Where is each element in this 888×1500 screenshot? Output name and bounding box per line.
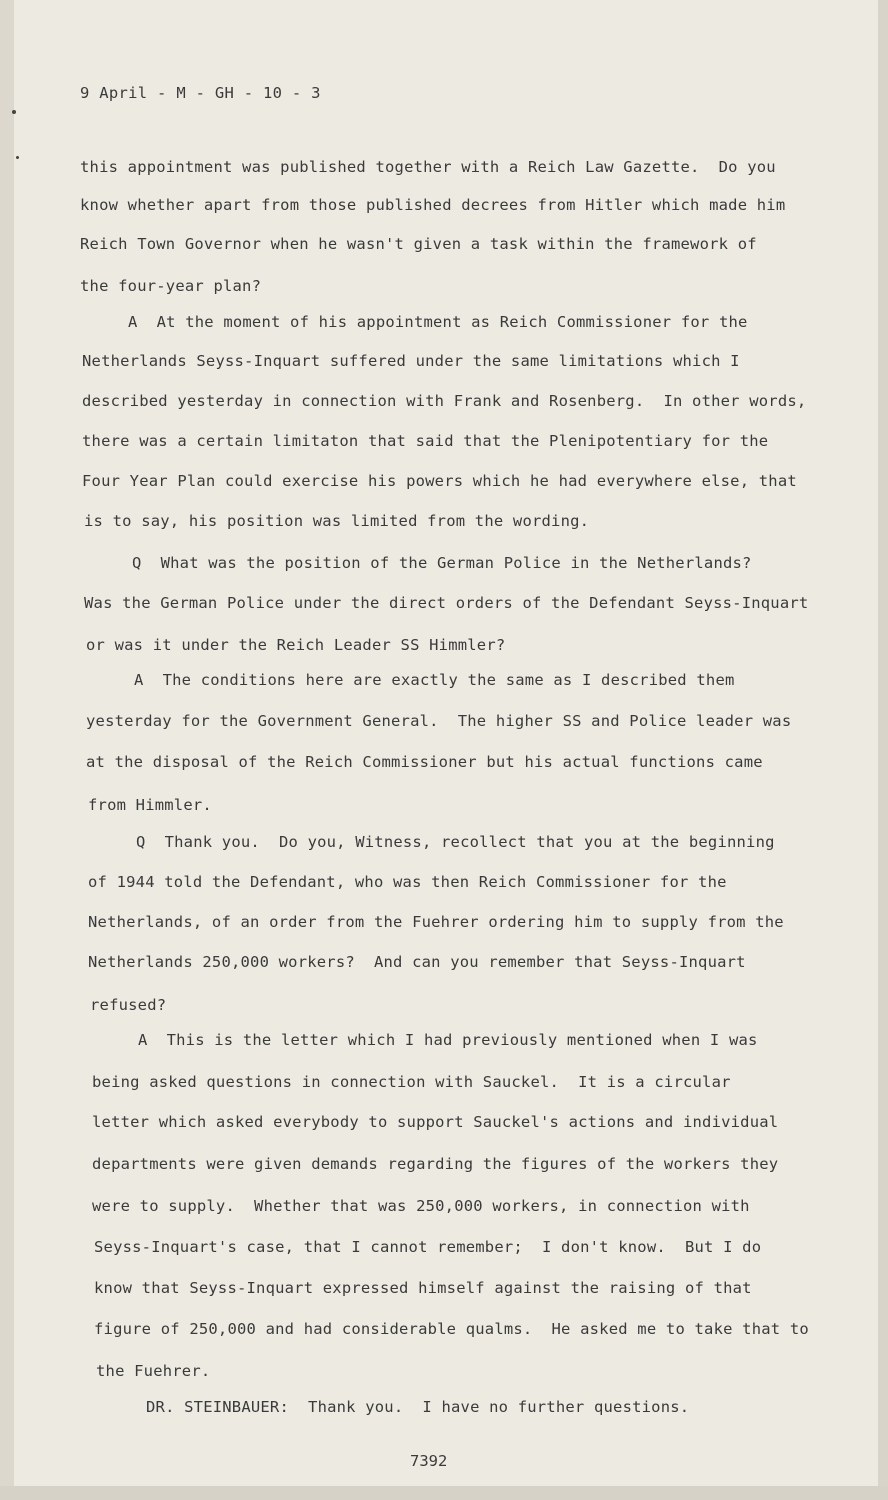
text-line: Seyss-Inquart's case, that I cannot remember; I don't know. But I do [94, 1238, 762, 1256]
page-edge-left [0, 0, 14, 1500]
text-line: know that Seyss-Inquart expressed himself against the raising of that [94, 1279, 752, 1297]
text-line: were to supply. Whether that was 250,000 workers, in connection with [92, 1197, 750, 1215]
page-edge-right [878, 0, 888, 1500]
text-line: of 1944 told the Defendant, who was then Reich Commissioner for the [88, 873, 727, 891]
text-line: figure of 250,000 and had considerable qualms. He asked me to take that to [94, 1320, 809, 1338]
text-line: Netherlands Seyss-Inquart suffered under the same limitations which I [82, 352, 740, 370]
text-line: Four Year Plan could exercise his powers which he had everywhere else, that [82, 472, 797, 490]
text-line: there was a certain limitaton that said that the Plenipotentiary for the [82, 432, 769, 450]
text-line: described yesterday in connection with Frank and Rosenberg. In other words, [82, 392, 807, 410]
page-header: 9 April - M - GH - 10 - 3 [80, 84, 321, 102]
text-line: Netherlands, of an order from the Fuehrer ordering him to supply from the [88, 913, 784, 931]
page-number: 7392 [410, 1452, 448, 1470]
page-edge-bottom [0, 1486, 888, 1500]
text-line: Reich Town Governor when he wasn't given a task within the framework of [80, 235, 757, 253]
punch-mark [16, 156, 19, 159]
text-line: this appointment was published together with a Reich Law Gazette. Do you [80, 158, 776, 176]
text-line: Q Thank you. Do you, Witness, recollect that you at the beginning [136, 833, 775, 851]
text-line: A The conditions here are exactly the same as I described them [134, 671, 735, 689]
text-line: the four-year plan? [80, 277, 262, 295]
text-line: A At the moment of his appointment as Reich Commissioner for the [128, 313, 748, 331]
text-line: Q What was the position of the German Police in the Netherlands? [132, 554, 752, 572]
text-line: yesterday for the Government General. The higher SS and Police leader was [86, 712, 792, 730]
text-line: A This is the letter which I had previously mentioned when I was [138, 1031, 758, 1049]
text-line: or was it under the Reich Leader SS Himmler? [86, 636, 506, 654]
text-line: Netherlands 250,000 workers? And can you remember that Seyss-Inquart [88, 953, 746, 971]
text-line: departments were given demands regarding the figures of the workers they [92, 1155, 779, 1173]
text-line: being asked questions in connection with Sauckel. It is a circular [92, 1073, 731, 1091]
text-line: know whether apart from those published decrees from Hitler which made him [80, 196, 786, 214]
punch-mark [12, 110, 16, 114]
text-line: DR. STEINBAUER: Thank you. I have no further questions. [146, 1398, 690, 1416]
text-line: refused? [90, 996, 167, 1014]
text-line: letter which asked everybody to support Sauckel's actions and individual [92, 1113, 779, 1131]
text-line: the Fuehrer. [96, 1362, 211, 1380]
text-line: is to say, his position was limited from the wording. [84, 512, 590, 530]
text-line: from Himmler. [88, 796, 212, 814]
text-line: Was the German Police under the direct orders of the Defendant Seyss-Inquart [84, 594, 809, 612]
text-line: at the disposal of the Reich Commissioner but his actual functions came [86, 753, 763, 771]
